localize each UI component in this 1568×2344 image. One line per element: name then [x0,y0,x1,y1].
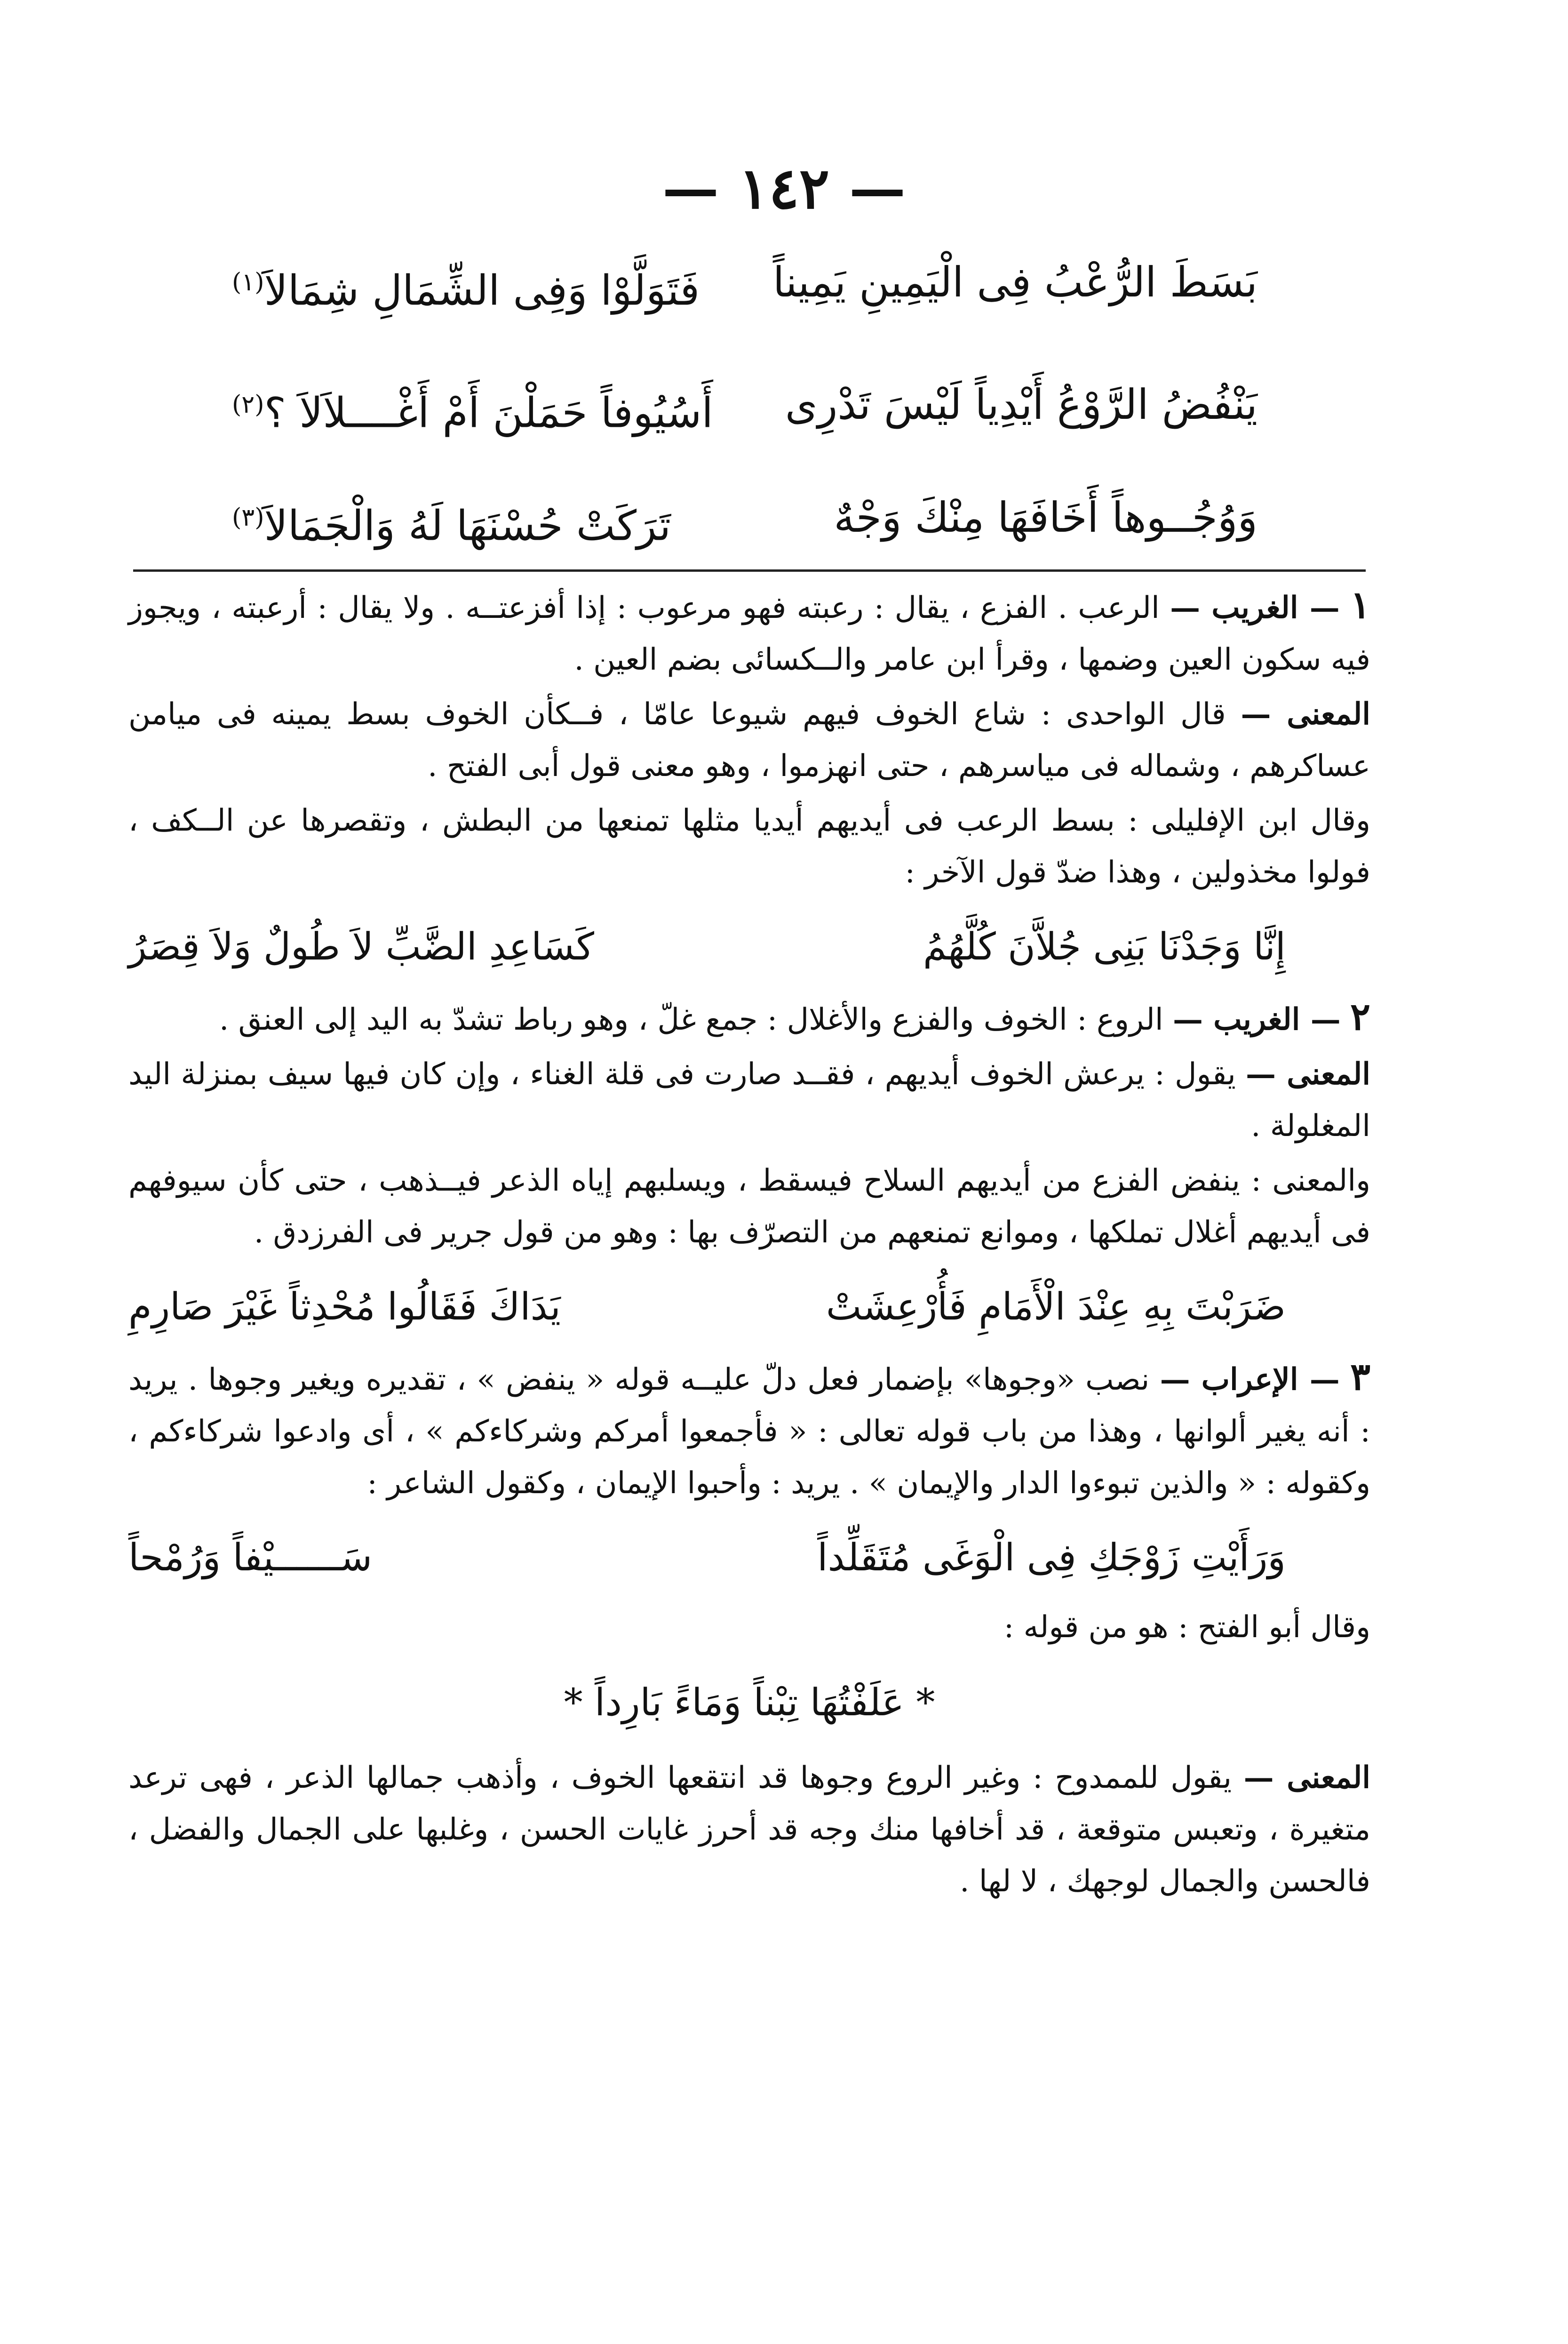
note-3-abulfath: وقال أبو الفتح : هو من قوله : [1003,1610,1370,1645]
note-3-maana-text: يقول للممدوح : وغير الروع وجوها قد انتقعها الخوف ، وأذهب جمالها الذعر ، فهى ترعد متغيرة ، وتعبس متوقعة ، قد أخافها منك وجه قد أحرز غايات الحسن ، وغلبها على الجمال والفضل ، فالحسن والجمال لوجهك ، لا لها . [128,1760,1370,1899]
note-2-gharib [128,991,1370,1046]
poem-verse-3 [232,480,1258,555]
note-3-maana [128,1752,1370,1907]
verse-1-second-text: فَتَوَلَّوْا وَفِى الشِّمَالِ شِمَالاَ [264,266,700,315]
note-3-quoted-verse [128,1518,1370,1598]
note-1-quoted-verse [128,907,1370,987]
note-1-gharib-text: الرعب . الفزع ، يقال : رعبته فهو مرعوب : إذا أفزعتــه . ولا يقال : أرعبته ، ويجوز فيه سكون العين وضمها ، وقرأ ابن عامر والــكسائى بضم العين . [128,591,1370,677]
note-1-number: ١ [1350,583,1371,627]
verse-1-second-hemistich [232,245,700,328]
verse-2-second-hemistich [232,367,713,450]
note-3-irab-label: — الإعراب — [1160,1362,1340,1397]
note-1-maana-text: قال الواحدى : شاع الخوف فيهم شيوعا عامّا ، فــكأن الخوف بسط يمينه فى ميامن عساكرهم ، وشماله فى مياسرهم ، حتى انهزموا ، وهو معنى قول أبى الفتح . [128,697,1370,784]
note-2-maana-label: المعنى — [1246,1056,1371,1092]
verse-3-second-hemistich [232,480,671,563]
note-1-ifliliy: وقال ابن الإفليلى : بسط الرعب فى أيديهم أيديا مثلها تمنعها من البطش ، وتقصرها عن الــكف ، فولوا مخذولين ، وهذا ضدّ قول الآخر : [128,803,1370,890]
poem-verse-2 [232,367,1258,442]
note-3-quote-second: سَــــــيْفاً وَرُمْحاً [128,1536,373,1579]
note-1-maana [128,688,1370,792]
verse-1-first-hemistich: بَسَطَ الرُّعْبُ فِى الْيَمِينِ يَمِيناً [772,258,1258,306]
note-1-gharib-label: — الغريب — [1170,590,1340,625]
verse-2-first-hemistich: يَنْفُضُ الرَّوْعُ أَيْدِياً لَيْسَ تَدْرِى [785,380,1258,429]
note-3-number: ٣ [1350,1354,1371,1399]
verse-3-second-text: تَرَكَتْ حُسْنَهَا لَهُ وَالْجَمَالاَ [264,501,671,550]
footnote-marker-3: (٣) [232,504,264,532]
note-1-quote-second: كَسَاعِدِ الضَّبِّ لاَ طُولٌ وَلاَ قِصَرُ [128,925,594,968]
note-1-quote-first: إِنَّا وَجَدْنَا بَنِى جُلاَّنَ كُلَّهُمُ [923,925,1286,968]
commentary-notes [128,579,1370,1910]
note-2-maana [128,1048,1370,1152]
poem-verse-1 [232,245,1258,320]
note-3-irab-text: نصب «وجوها» بإضمار فعل دلّ عليــه قوله « ينفض » ، تقديره ويغير وجوها . يريد : أنه يغير ألوانها ، وهذا من باب قوله تعالى : « فأجمعوا أمركم وشركاءكم » ، أى وادعوا شركاءكم ، وكقوله : « والذين تبوءوا الدار والإيمان » . يريد : وأحبوا الإيمان ، وكقول الشاعر : [128,1362,1370,1501]
note-2-gharib-text: الروع : الخوف والفزع والأغلال : جمع غلّ ، وهو رباط تشدّ به اليد إلى العنق . [219,1002,1163,1037]
note-3-quoted-hemistich: * عَلَفْتُهَا تِبْناً وَمَاءً بَارِداً * [564,1680,935,1724]
note-3-irab [128,1351,1370,1509]
footnote-marker-2: (٢) [232,391,264,419]
note-3-maana-label: المعنى — [1243,1760,1371,1795]
note-2-quote-first: ضَرَبْتَ بِهِ عِنْدَ الْأَمَامِ فَأُرْعِشَتْ [826,1285,1286,1328]
note-2-quoted-verse [128,1267,1370,1347]
note-1-maana-label: المعنى — [1241,696,1371,732]
footnote-marker-1: (١) [232,268,264,296]
note-2-number: ٢ [1350,994,1370,1039]
footnote-divider [133,569,1366,572]
note-2-quote-second: يَدَاكَ فَقَالُوا مُحْدِثاً غَيْرَ صَارِمِ [128,1285,561,1328]
note-2-maana-2: والمعنى : ينفض الفزع من أيديهم السلاح فيسقط ، ويسلبهم إياه الذعر فيــذهب ، حتى كأن سيوفهم فى أيديهم أغلال تملكها ، وموانع تمنعهم من التصرّف بها : وهو من قول جرير فى الفرزدق . [128,1163,1370,1250]
verse-3-first-hemistich: وَوُجُــوهاً أَخَافَهَا مِنْكَ وَجْهٌ [834,493,1258,542]
note-2-gharib-label: — الغريب — [1173,1002,1341,1037]
note-1-gharib [128,579,1370,686]
page-number: — ١٤٢ — [662,155,906,222]
note-2-maana-text: يقول : يرعش الخوف أيديهم ، فقــد صارت فى قلة الغناء ، وإن كان فيها سيف بمنزلة اليد المغلولة . [128,1057,1370,1144]
note-3-quote-first: وَرَأَيْتِ زَوْجَكِ فِى الْوَغَى مُتَقَلِّداً [817,1536,1286,1579]
verse-2-second-text: أَسُيُوفاً حَمَلْنَ أَمْ أَغْــــلاَلاَ ؟ [264,388,713,437]
